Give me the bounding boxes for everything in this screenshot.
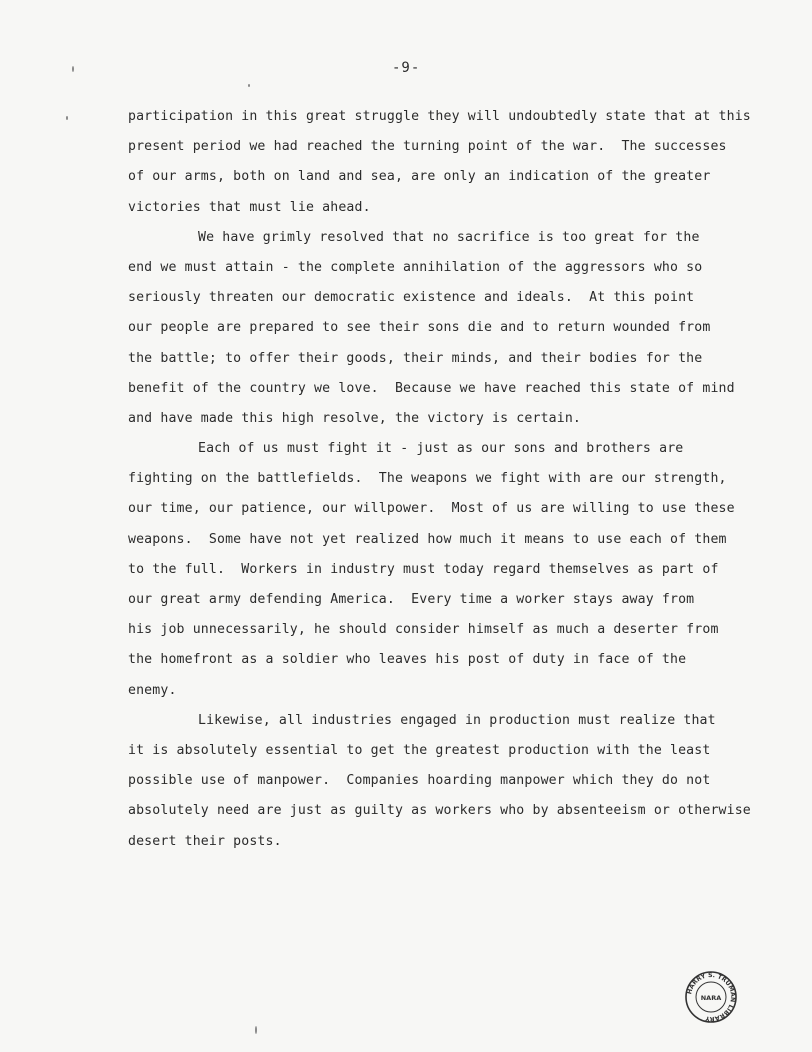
text-line: and have made this high resolve, the victory is certain. <box>128 410 582 426</box>
text-line: present period we had reached the turning point of the war. The successes <box>128 139 727 155</box>
text-line: the battle; to offer their goods, their minds, and their bodies for the <box>128 350 703 366</box>
text-line: it is absolutely essential to get the greatest production with the least <box>128 742 711 758</box>
text-line: the homefront as a soldier who leaves his post of duty in face of the <box>128 652 687 668</box>
svg-text:NARA: NARA <box>700 994 722 1002</box>
paragraph <box>128 706 778 857</box>
text-line: possible use of manpower. Companies hoarding manpower which they do not <box>128 773 711 789</box>
text-line: his job unnecessarily, he should consider himself as much a deserter from <box>128 622 719 638</box>
scan-speck <box>255 1026 257 1034</box>
text-line: Each of us must fight it - just as our sons and brothers are <box>198 441 684 457</box>
text-line: absolutely need are just as guilty as workers who by absenteeism or otherwise <box>128 803 751 819</box>
scan-speck <box>72 66 74 72</box>
text-line: end we must attain - the complete annihilation of the aggressors who so <box>128 259 703 275</box>
paragraph <box>128 102 778 223</box>
text-line: our people are prepared to see their sons die and to return wounded from <box>128 320 711 336</box>
text-line: victories that must lie ahead. <box>128 199 371 215</box>
paragraph <box>128 434 778 706</box>
text-line: benefit of the country we love. Because we have reached this state of mind <box>128 380 735 396</box>
text-line: seriously threaten our democratic existence and ideals. At this point <box>128 290 695 306</box>
library-stamp-icon <box>684 970 738 1024</box>
text-line: We have grimly resolved that no sacrifice is too great for the <box>198 229 700 245</box>
text-line: of our arms, both on land and sea, are only an indication of the greater <box>128 169 711 185</box>
text-line: desert their posts. <box>128 833 282 849</box>
text-line: weapons. Some have not yet realized how much it means to use each of them <box>128 531 727 547</box>
scan-speck <box>248 84 250 87</box>
page-number: -9- <box>392 60 421 76</box>
text-line: to the full. Workers in industry must today regard themselves as part of <box>128 561 719 577</box>
scan-speck <box>66 116 68 120</box>
body-text <box>128 102 778 857</box>
text-line: Likewise, all industries engaged in production must realize that <box>198 712 716 728</box>
paragraph <box>128 223 778 434</box>
text-line: enemy. <box>128 682 177 698</box>
svg-text:HARRY S. TRUMAN LIBRARY: HARRY S. TRUMAN LIBRARY <box>686 971 737 1023</box>
text-line: participation in this great struggle they will undoubtedly state that at this <box>128 109 751 124</box>
text-line: fighting on the battlefields. The weapons we fight with are our strength, <box>128 471 727 487</box>
text-line: our time, our patience, our willpower. Most of us are willing to use these <box>128 501 735 517</box>
text-line: our great army defending America. Every time a worker stays away from <box>128 592 695 607</box>
